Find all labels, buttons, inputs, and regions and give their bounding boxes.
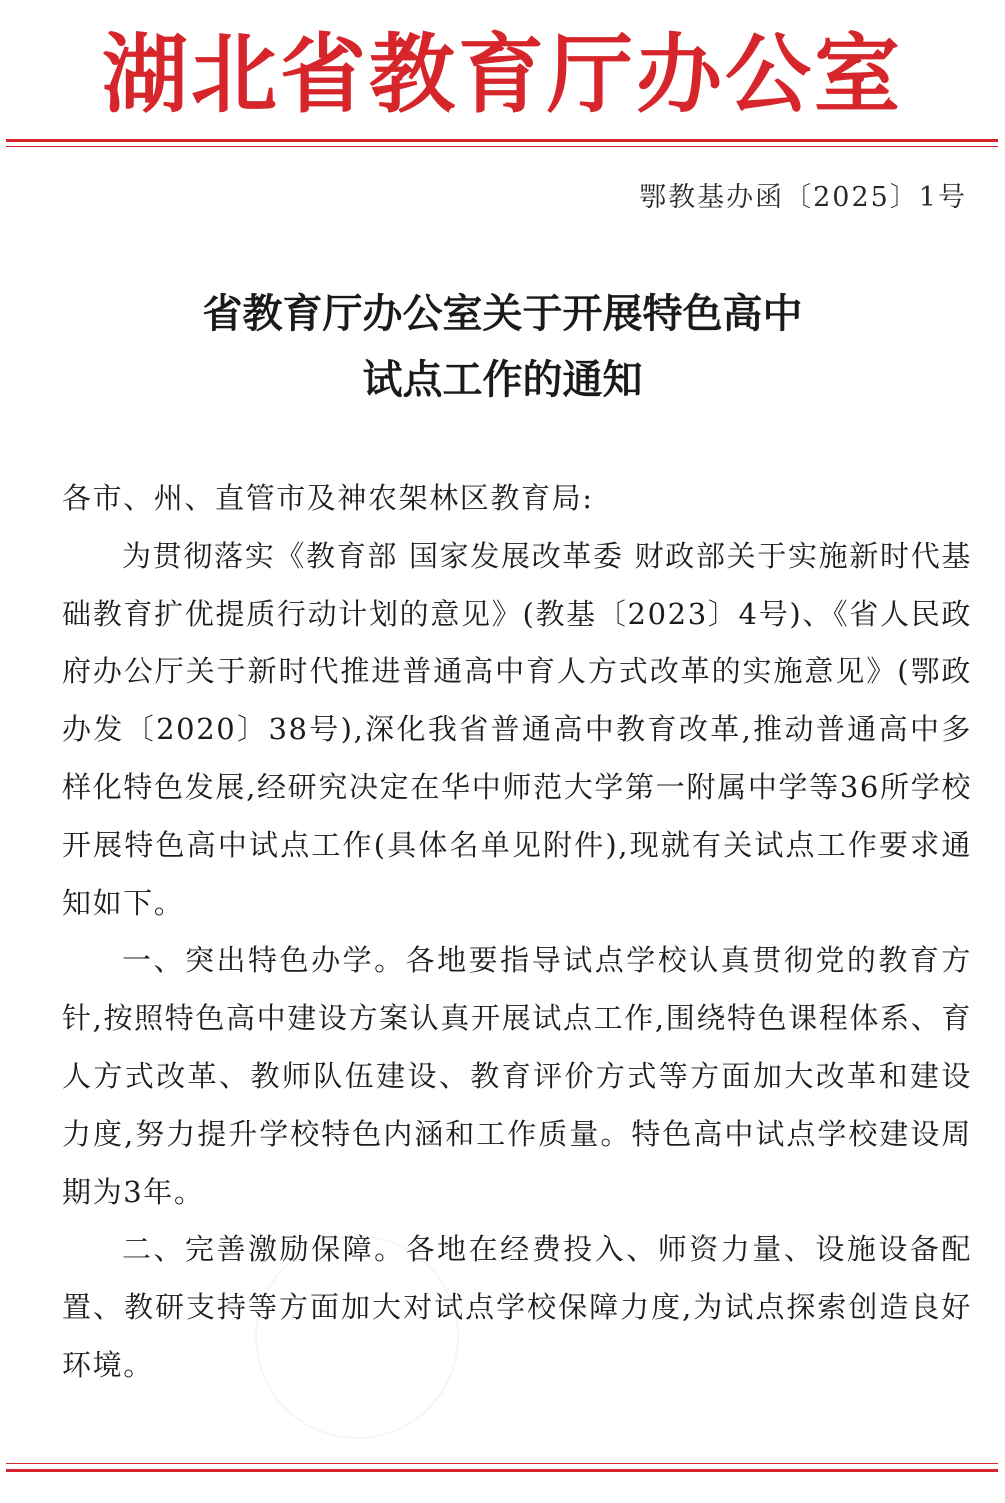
section-2-text: 各地在经费投入、师资力量、设施设备配置、教研支持等方面加大对试点学校保障力度,为试点探索创造良好环境。 — [62, 1232, 972, 1382]
letterhead-title: 湖北省教育厅办公室 — [102, 25, 903, 125]
document-number: 鄂教基办函〔2025〕1号 — [639, 182, 967, 213]
notice-title-line-2: 试点工作的通知 — [362, 357, 643, 403]
section-2-heading: 二、完善激励保障。 — [122, 1232, 406, 1267]
section-2-paragraph — [62, 1221, 972, 1394]
letterhead-rule-thick — [6, 139, 998, 142]
section-1-paragraph — [62, 932, 972, 1221]
letterhead-rule-thin — [6, 146, 998, 147]
intro-paragraph: 为贯彻落实《教育部 国家发展改革委 财政部关于实施新时代基础教育扩优提质行动计划的意见》(教基〔2023〕4号)、《省人民政府办公厅关于新时代推进普通高中育人方式改革的实施意见》(鄂政办发〔2020〕38号),深化我省普通高中教育改革,推动普通高中多样化特色发展,经研究决定在华中师范大学第一附属中学等36所学校开展特色高中试点工作(具体名单见附件),现就有关试点工作要求通知如下。 — [62, 538, 972, 920]
section-1-heading: 一、突出特色办学。 — [122, 943, 406, 978]
notice-title-line-1: 省教育厅办公室关于开展特色高中 — [202, 291, 803, 337]
footer-rule-thick — [6, 1469, 998, 1472]
section-1-text: 各地要指导试点学校认真贯彻党的教育方针,按照特色高中建设方案认真开展试点工作,围绕特色课程体系、育人方式改革、教师队伍建设、教育评价方式等方面加大改革和建设力度,努力提升学校特色内涵和工作质量。特色高中试点学校建设周期为3年。 — [62, 943, 972, 1209]
notice-body — [62, 470, 972, 1395]
salutation: 各市、州、直管市及神农架林区教育局: — [62, 481, 594, 515]
footer-rule-thin — [6, 1463, 998, 1464]
